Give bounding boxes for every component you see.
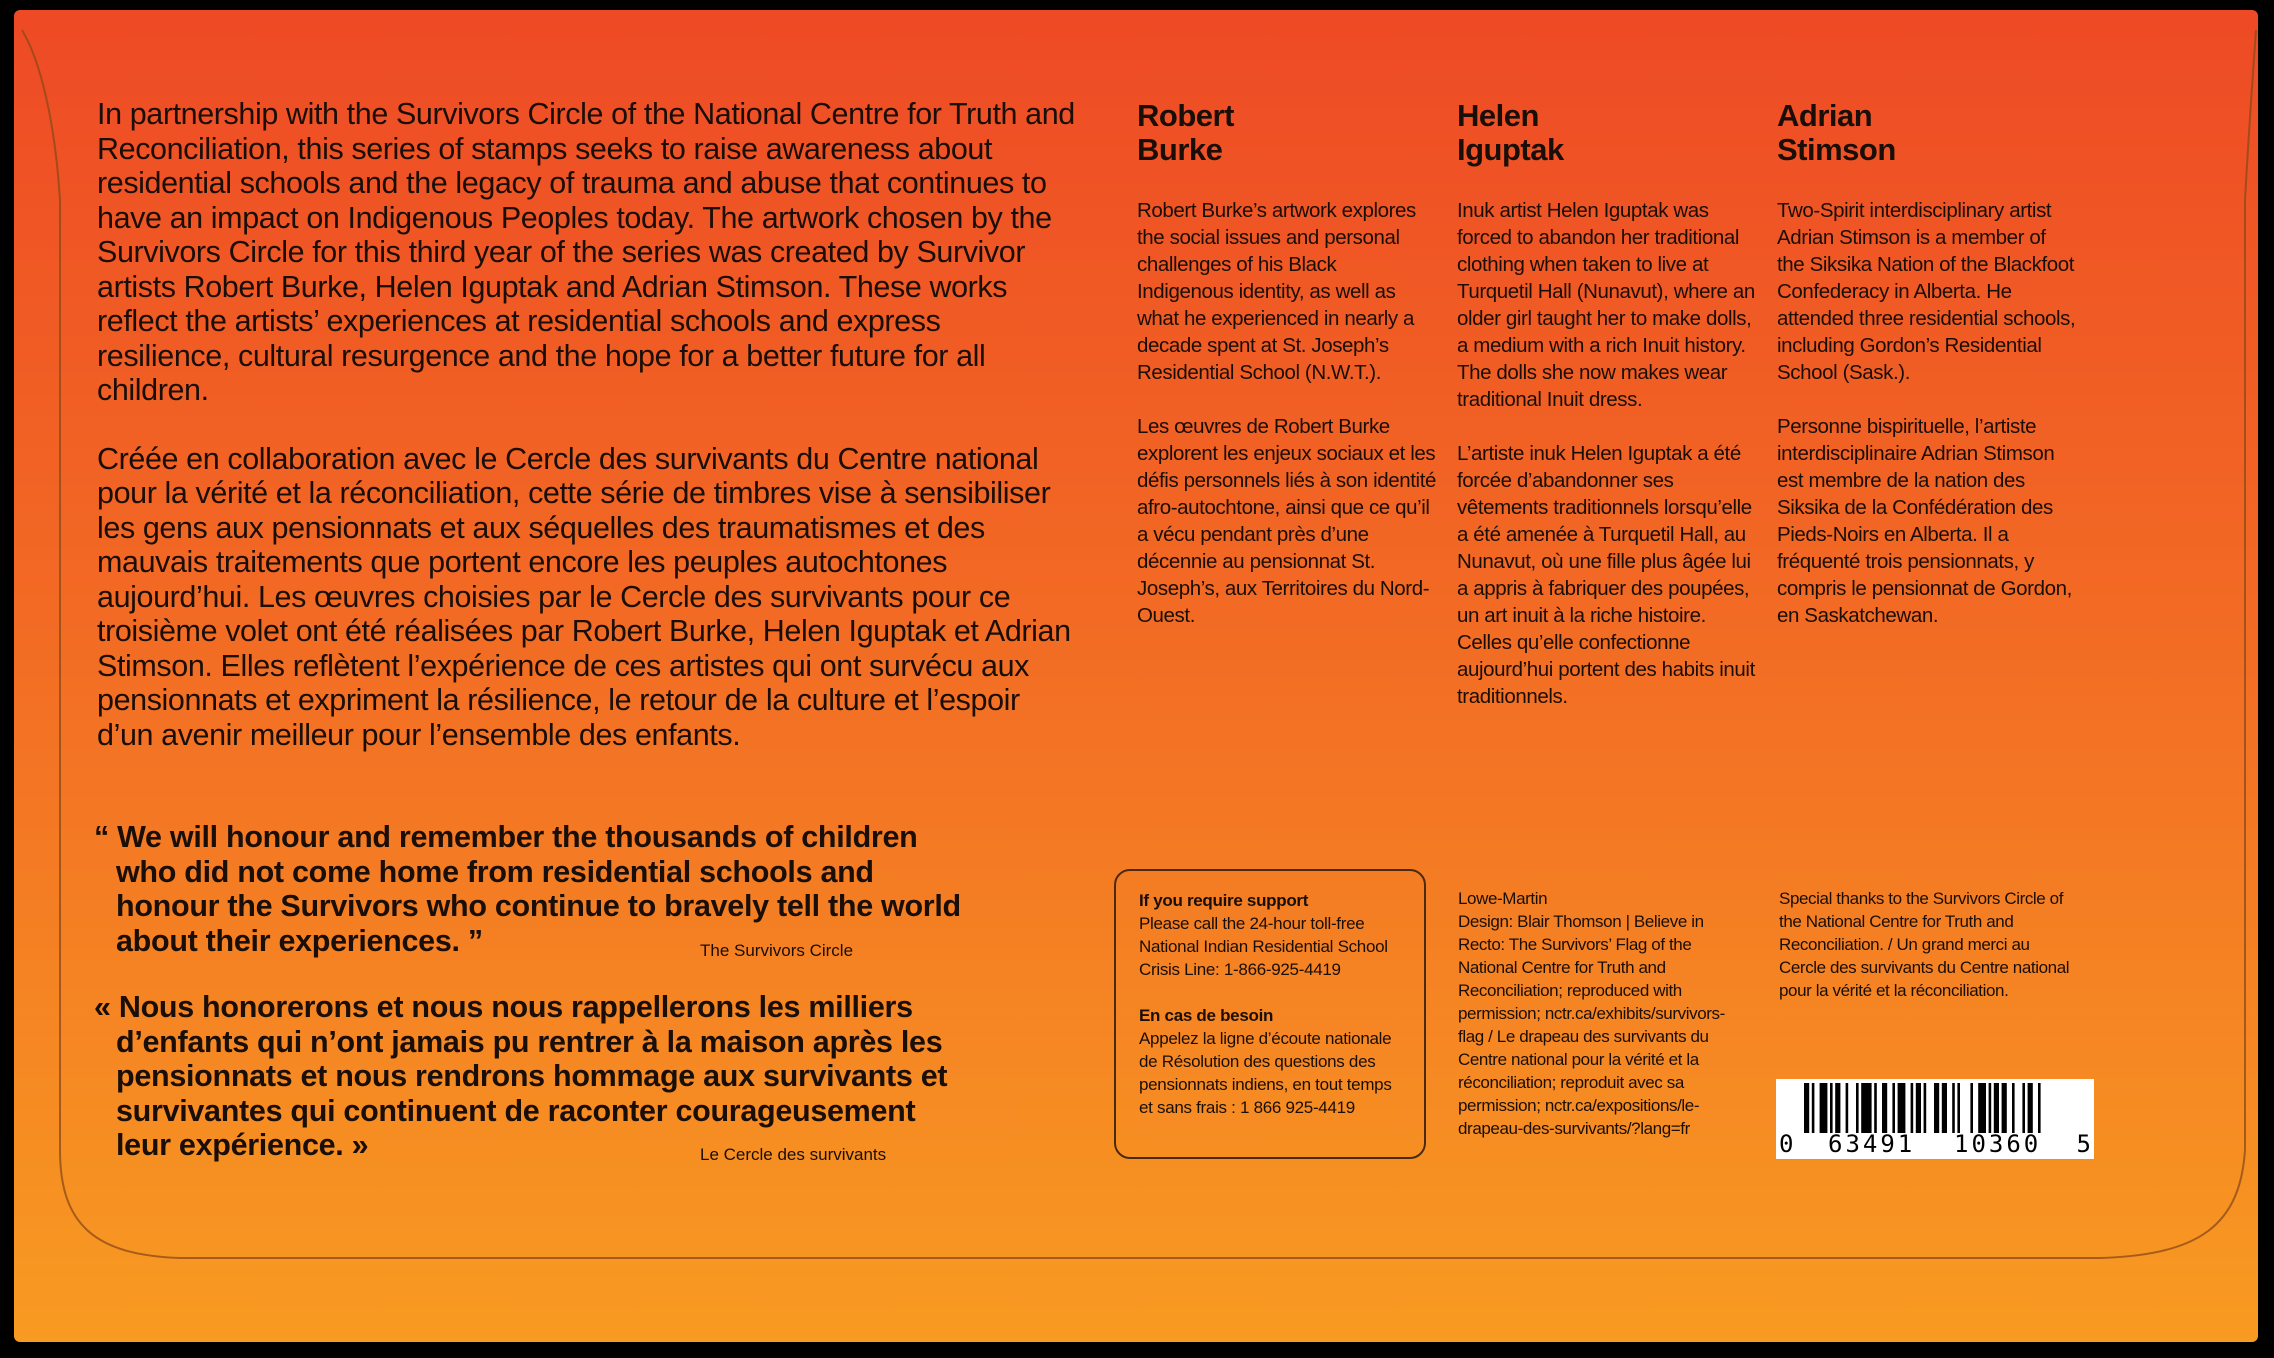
upc-barcode: 0 63491 10360 5 [1776, 1079, 2094, 1159]
printer-name: Lowe-Martin [1458, 889, 1548, 908]
barcode-bar [1957, 1083, 1960, 1133]
artist-bio-english: Two-Spirit interdisciplinary artist Adrian Stimson is a member of the Siksika Nation of the Blackfoot Confederacy in Alberta. He attended three residential schools, including Gordon’s Residential School (Sask.). [1777, 199, 2076, 384]
barcode-bar [2022, 1083, 2025, 1133]
barcode-bar [1934, 1083, 1939, 1133]
barcode-bar [1916, 1083, 1921, 1133]
barcode-bar [1874, 1083, 1877, 1133]
support-heading-french: En cas de besoin [1139, 1006, 1274, 1025]
artist-column-iguptak [1457, 99, 1757, 737]
barcode-bar [1804, 1083, 1809, 1133]
credits [1458, 887, 1748, 1140]
artist-bio-french: Personne bispirituelle, l’artiste interdisciplinaire Adrian Stimson est membre de la nation des Siksika de la Confédération des Pieds-Noirs en Alberta. Il a fréquenté trois pensionnats, y compris le pensionnat de Gordon, en Saskatchewan. [1777, 415, 2072, 627]
artist-column-stimson [1777, 99, 2077, 656]
quote-french [94, 990, 974, 1163]
barcode-bar [1830, 1083, 1833, 1133]
barcode-bar [2038, 1083, 2041, 1133]
barcode-bar [1846, 1083, 1849, 1133]
barcode-bar [2002, 1083, 2007, 1133]
support-box [1114, 869, 1426, 1159]
barcode-bar [1970, 1083, 1973, 1133]
quote-english [94, 820, 974, 958]
barcode-bar [1924, 1083, 1927, 1133]
quote-english-attribution: The Survivors Circle [700, 941, 854, 960]
barcode-bar [1861, 1083, 1871, 1133]
design-credits: Design: Blair Thomson | Believe in Recto: The Survivors’ Flag of the National Centre for Truth and Reconciliation; reproduced with permission; nctr.ca/exhibits/survivors-flag / Le drapeau des survivants du Centre national pour la vérité et la réconciliation; reproduit avec sa permission; nctr.ca/expositions/le-drapeau-des-survivants/?lang=fr [1458, 912, 1725, 1138]
intro-text [97, 97, 1077, 786]
special-thanks: Special thanks to the Survivors Circle of the National Centre for Truth and Reconciliation. / Un grand merci au Cercle des survivants du Centre national pour la vérité et la réconciliation. [1779, 889, 2070, 1000]
intro-french: Créée en collaboration avec le Cercle des survivants du Centre national pour la vérité et la réconciliation, cette série de timbres vise à sensibiliser les gens aux pensionnats et aux séquelles des traumatismes et des mauvais traitements que portent encore les peuples autochtones aujourd’hui. Les œuvres choisies par le Cercle des survivants pour ce troisième volet ont été réalisées par Robert Burke, Helen Iguptak et Adrian Stimson. Elles reflètent l’expérience de ces artistes qui ont survécu aux pensionnats et expriment la résilience, le retour de la culture et l’espoir d’un avenir meilleur pour l’ensemble des enfants. [97, 441, 1071, 752]
support-text-english: Please call the 24-hour toll-free National Indian Residential School Crisis Line: 1-866-925-4419 [1139, 914, 1388, 979]
barcode-bar [1942, 1083, 1947, 1133]
artist-bio-english: Inuk artist Helen Iguptak was forced to abandon her traditional clothing when taken to live at Turquetil Hall (Nunavut), where an older girl taught her to make dolls, a medium with a rich Inuit history. The dolls she now makes wear traditional Inuit dress. [1457, 199, 1755, 411]
barcode-bar [2028, 1083, 2033, 1133]
barcode-bar [1882, 1083, 1887, 1133]
barcode-bar [1898, 1083, 1906, 1133]
intro-english: In partnership with the Survivors Circle of the National Centre for Truth and Reconciliation, this series of stamps seeks to raise awareness about residential schools and the legacy of trauma and abuse that continues to have an impact on Indigenous Peoples today. The artwork chosen by the Survivors Circle for this third year of the series was created by Survivor artists Robert Burke, Helen Iguptak and Adrian Stimson. These works reflect the artists’ experiences at residential schools and express resilience, cultural resurgence and the hope for a better future for all children. [97, 97, 1075, 407]
artist-bio-english: Robert Burke’s artwork explores the social issues and personal challenges of his Black Indigenous identity, as well as what he experienced in nearly a decade spent at St. Joseph’s Residential School (N.W.T.). [1137, 199, 1416, 384]
barcode-bar [1856, 1083, 1859, 1133]
artist-name: Helen Iguptak [1457, 98, 1564, 167]
support-heading-english: If you require support [1139, 891, 1309, 910]
barcode-bar [2012, 1083, 2015, 1133]
barcode-bar [1978, 1083, 1986, 1133]
barcode-bar [1994, 1083, 1999, 1133]
support-text-french: Appelez la ligne d’écoute nationale de Résolution des questions des pensionnats indiens, en tout temps et sans frais : 1 866 925-4419 [1139, 1029, 1392, 1117]
artist-bio-french: L’artiste inuk Helen Iguptak a été forcée d’abandonner ses vêtements traditionnels lorsqu’elle a été amenée à Turquetil Hall, au Nunavut, où une fille plus âgée lui a appris à fabriquer des poupées, un art inuit à la riche histoire. Celles qu’elle confectionne aujourd’hui portent des habits inuit traditionnels. [1457, 442, 1755, 708]
artist-name: Adrian Stimson [1777, 98, 1896, 167]
support-french [1139, 1004, 1404, 1119]
artist-name: Robert Burke [1137, 98, 1234, 167]
barcode-bars-icon [1776, 1079, 2094, 1135]
barcode-bar [1911, 1083, 1914, 1133]
quote-english-text: “ We will honour and remember the thousands of children who did not come home from residential schools and honour the Survivors who continue to bravely tell the world about their experiences. ” [94, 820, 961, 958]
barcode-bar [1812, 1083, 1815, 1133]
barcode-bar [1989, 1083, 1992, 1133]
quote-french-text: « Nous honorerons et nous nous rappellerons les milliers d’enfants qui n’ont jamais pu rentrer à la maison après les pensionnats et nous rendrons hommage aux survivants et survivantes qui continuent de raconter courageusement leur expérience. » [94, 990, 948, 1162]
barcode-bar [1835, 1083, 1840, 1133]
barcode-bar [1952, 1083, 1955, 1133]
barcode-bar [1820, 1083, 1828, 1133]
artist-column-burke [1137, 99, 1437, 656]
artist-bio-french: Les œuvres de Robert Burke explorent les enjeux sociaux et les défis personnels liés à son identité afro-autochtone, ainsi que ce qu’il a vécu pendant près d’une décennie au pensionnat St. Joseph’s, aux Territoires du Nord-Ouest. [1137, 415, 1436, 627]
quote-french-attribution: Le Cercle des survivants [700, 1145, 887, 1164]
barcode-bar [1892, 1083, 1895, 1133]
support-english [1139, 889, 1404, 981]
